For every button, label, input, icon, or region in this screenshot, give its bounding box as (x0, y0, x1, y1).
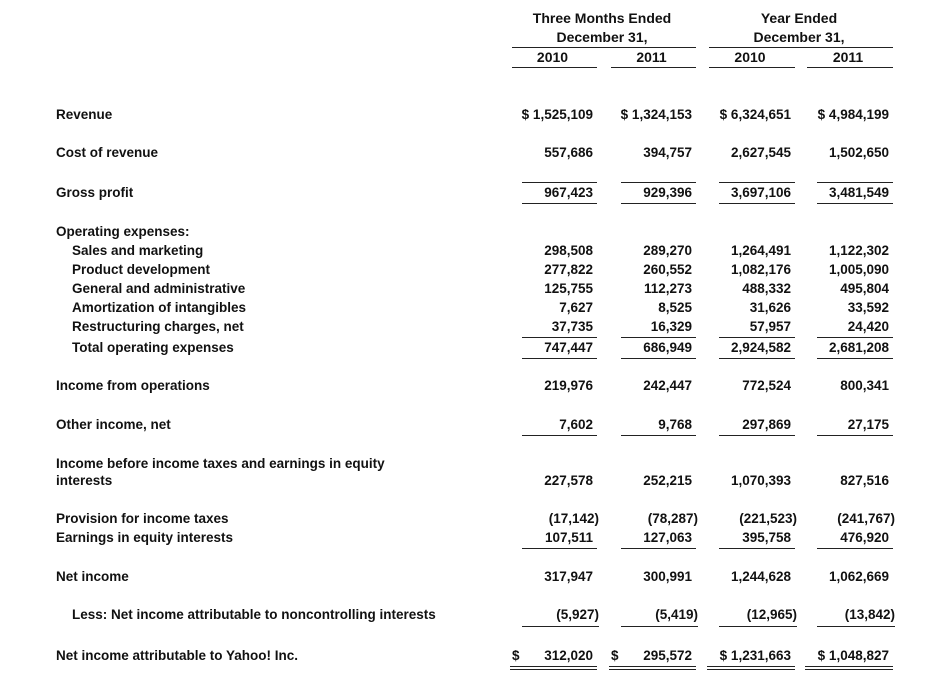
year-header: 2010 (734, 49, 766, 65)
double-rule (707, 666, 795, 667)
cell: 317,947 (544, 569, 593, 584)
row-label: Restructuring charges, net (72, 319, 244, 334)
rule (719, 182, 795, 183)
cell: 2,681,208 (828, 340, 889, 355)
double-rule (510, 666, 597, 667)
cell: 277,822 (544, 262, 593, 277)
cell: 8,525 (658, 300, 692, 315)
cell: 219,976 (544, 378, 593, 393)
row-label: Net income (56, 569, 129, 584)
rule (817, 548, 893, 549)
cell: 394,757 (643, 145, 692, 160)
row-label: Cost of revenue (56, 145, 159, 160)
cell: 395,758 (742, 530, 791, 545)
rule (621, 182, 696, 183)
row-label: Income before income taxes and earnings in equity (56, 456, 385, 471)
cell: (221,523) (739, 511, 797, 526)
row-label: Product development (72, 262, 211, 277)
rule (817, 182, 893, 183)
cell: 967,423 (544, 185, 593, 200)
cell: 127,063 (643, 530, 692, 545)
cell: 557,686 (544, 145, 593, 160)
cell: 800,341 (840, 378, 889, 393)
row-label: Gross profit (56, 185, 134, 200)
double-rule (707, 669, 795, 670)
cell: 7,627 (559, 300, 593, 315)
rule (719, 337, 795, 338)
year-header: 2011 (636, 49, 667, 65)
cell: 312,020 (544, 648, 593, 663)
cell: 1,082,176 (730, 262, 791, 277)
cell: 7,602 (559, 417, 593, 432)
cell: 1,122,302 (828, 243, 889, 258)
cell: 289,270 (643, 243, 692, 258)
row-label: Other income, net (56, 417, 171, 432)
cell: (13,842) (844, 607, 895, 622)
header-line-2: December 31, (753, 29, 845, 45)
rule (621, 337, 696, 338)
year-header: 2010 (536, 49, 569, 65)
cell: 1,244,628 (730, 569, 791, 584)
row-label-continued: interests (56, 473, 113, 488)
cell: 252,215 (643, 473, 692, 488)
cell: 300,991 (643, 569, 692, 584)
row-label: Less: Net income attributable to noncontrolling interests (72, 607, 436, 622)
double-rule (609, 669, 696, 670)
cell: $ 4,984,199 (817, 107, 889, 122)
cell: 1,264,491 (730, 243, 791, 258)
rule (719, 435, 795, 436)
year-underline (611, 67, 696, 68)
cell: $ 6,324,651 (719, 107, 791, 122)
rule (621, 358, 696, 359)
cell: 107,511 (544, 530, 593, 545)
header-year-ended (709, 9, 889, 47)
double-rule (510, 669, 597, 670)
rule (817, 337, 893, 338)
rule (621, 203, 696, 204)
cell: (5,419) (655, 607, 698, 622)
cell: 298,508 (544, 243, 593, 258)
cell: 24,420 (847, 319, 889, 334)
double-rule (805, 669, 893, 670)
rule (621, 435, 696, 436)
cell: 37,735 (551, 319, 593, 334)
cell: (5,927) (556, 607, 599, 622)
cell: (241,767) (837, 511, 895, 526)
row-label: Amortization of intangibles (72, 300, 246, 315)
rule (522, 548, 597, 549)
cell: 1,502,650 (828, 145, 889, 160)
header-line-1: Year Ended (760, 10, 838, 26)
cell: 57,957 (749, 319, 791, 334)
cell: 488,332 (742, 281, 791, 296)
row-label: Total operating expenses (72, 340, 234, 355)
rule (522, 435, 597, 436)
rule (522, 182, 597, 183)
rule (817, 435, 893, 436)
row-label: Income from operations (56, 378, 210, 393)
rule (719, 358, 795, 359)
cell: 1,070,393 (730, 473, 791, 488)
row-label: General and administrative (72, 281, 246, 296)
header-line-1: Three Months Ended (532, 10, 672, 26)
row-label: Revenue (56, 107, 113, 122)
rule (817, 358, 893, 359)
double-rule (609, 666, 696, 667)
cell: 747,447 (544, 340, 593, 355)
rule (719, 203, 795, 204)
cell: (78,287) (647, 511, 698, 526)
year-underline (512, 67, 597, 68)
cell: 260,552 (643, 262, 692, 277)
cell: $ 1,048,827 (817, 648, 889, 663)
cell: $ 1,231,663 (719, 648, 791, 663)
cell: 125,755 (544, 281, 593, 296)
row-label: Sales and marketing (72, 243, 204, 258)
cell: 2,627,545 (730, 145, 791, 160)
cell: 495,804 (840, 281, 889, 296)
cell: 686,949 (643, 340, 692, 355)
cell: $ 1,525,109 (521, 107, 593, 122)
cell: 33,592 (847, 300, 889, 315)
currency-symbol: $ (611, 648, 619, 663)
year-underline (807, 67, 893, 68)
cell: (17,142) (548, 511, 599, 526)
cell: 2,924,582 (730, 340, 791, 355)
section-heading: Operating expenses: (56, 224, 190, 239)
rule (522, 626, 599, 627)
year-underline (709, 67, 795, 68)
rule (719, 626, 797, 627)
row-label: Net income attributable to Yahoo! Inc. (56, 648, 299, 663)
cell: 1,062,669 (828, 569, 889, 584)
row-label: Provision for income taxes (56, 511, 229, 526)
cell: 772,524 (742, 378, 791, 393)
header-line-2: December 31, (556, 29, 648, 45)
cell: 3,697,106 (730, 185, 791, 200)
cell: 297,869 (742, 417, 791, 432)
cell: 242,447 (643, 378, 692, 393)
currency-symbol: $ (512, 648, 520, 663)
rule (621, 626, 698, 627)
cell: 295,572 (643, 648, 692, 663)
rule (817, 626, 895, 627)
rule (522, 337, 597, 338)
cell: 827,516 (840, 473, 889, 488)
rule (817, 203, 893, 204)
cell: 27,175 (847, 417, 889, 432)
cell: 31,626 (749, 300, 791, 315)
cell: $ 1,324,153 (620, 107, 692, 122)
cell: 1,005,090 (828, 262, 889, 277)
cell: 9,768 (658, 417, 692, 432)
cell: 476,920 (840, 530, 889, 545)
year-header: 2011 (832, 49, 864, 65)
rule (522, 203, 597, 204)
cell: 112,273 (643, 281, 692, 296)
rule (719, 548, 795, 549)
cell: 16,329 (650, 319, 692, 334)
cell: 3,481,549 (828, 185, 889, 200)
double-rule (805, 666, 893, 667)
rule (522, 358, 597, 359)
row-label: Earnings in equity interests (56, 530, 234, 545)
cell: 227,578 (544, 473, 593, 488)
rule (621, 548, 696, 549)
header-three-months (512, 9, 692, 47)
cell: 929,396 (643, 185, 692, 200)
cell: (12,965) (746, 607, 797, 622)
